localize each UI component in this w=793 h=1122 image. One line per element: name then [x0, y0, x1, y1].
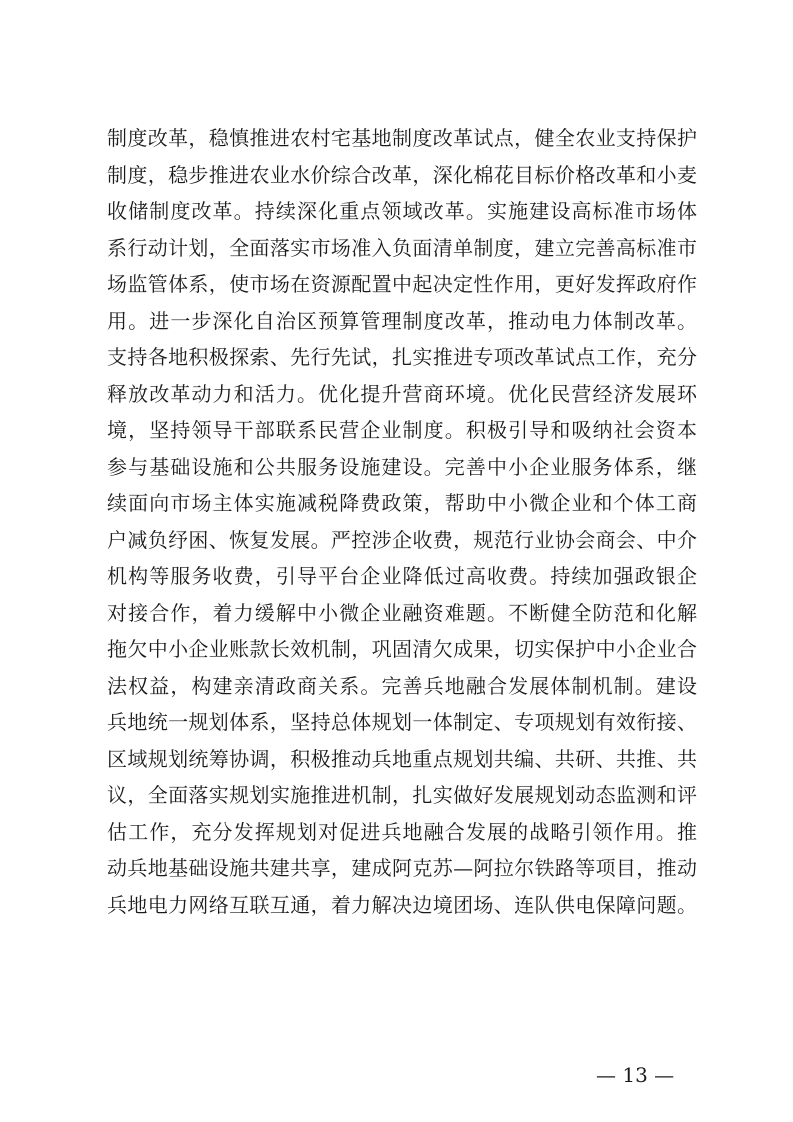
text-line: 系行动计划，全面落实市场准入负面清单制度，建立完善高标准市	[107, 235, 697, 260]
body-text	[107, 120, 697, 923]
text-line: 收储制度改革。持续深化重点领域改革。实施建设高标准市场体	[107, 199, 697, 223]
text-line: 对接合作，着力缓解中小微企业融资难题。不断健全防范和化解	[107, 600, 697, 625]
text-line: 法权益，构建亲清政商关系。完善兵地融合发展体制机制。建设	[107, 673, 697, 698]
text-line: 区域规划统筹协调，积极推动兵地重点规划共编、共研、共推、共	[107, 746, 697, 771]
text-line: 场监管体系，使市场在资源配置中起决定性作用，更好发挥政府作	[107, 272, 697, 296]
text-line: 拖欠中小企业账款长效机制，巩固清欠成果，切实保护中小企业合	[107, 637, 697, 661]
text-line: 户减负纾困、恢复发展。严控涉企收费，规范行业协会商会、中介	[107, 527, 697, 552]
text-line: 境，坚持领导干部联系民营企业制度。积极引导和吸纳社会资本	[107, 418, 697, 442]
text-line: 兵地统一规划体系，坚持总体规划一体制定、专项规划有效衔接、	[107, 710, 697, 734]
text-line: 制度改革，稳慎推进农村宅基地制度改革试点，健全农业支持保护	[107, 126, 697, 150]
text-line: 动兵地基础设施共建共享，建成阿克苏—阿拉尔铁路等项目，推动	[107, 856, 697, 880]
text-line: 估工作，充分发挥规划对促进兵地融合发展的战略引领作用。推	[107, 819, 697, 844]
text-line: 用。进一步深化自治区预算管理制度改革，推动电力体制改革。	[107, 308, 697, 333]
text-line: 机构等服务收费，引导平台企业降低过高收费。持续加强政银企	[107, 564, 697, 588]
text-line: 制度，稳步推进农业水价综合改革，深化棉花目标价格改革和小麦	[107, 162, 697, 187]
text-line: 支持各地积极探索、先行先试，扎实推进专项改革试点工作，充分	[107, 345, 697, 369]
text-line: 兵地电力网络互联互通，着力解决边境团场、连队供电保障问题。	[107, 892, 697, 917]
text-line: 续面向市场主体实施减税降费政策，帮助中小微企业和个体工商	[107, 491, 697, 515]
page-number: — 13 —	[596, 1063, 675, 1087]
text-line: 议，全面落实规划实施推进机制，扎实做好发展规划动态监测和评	[107, 783, 697, 807]
text-line: 参与基础设施和公共服务设施建设。完善中小企业服务体系，继	[107, 454, 697, 479]
text-line: 释放改革动力和活力。优化提升营商环境。优化民营经济发展环	[107, 381, 697, 406]
